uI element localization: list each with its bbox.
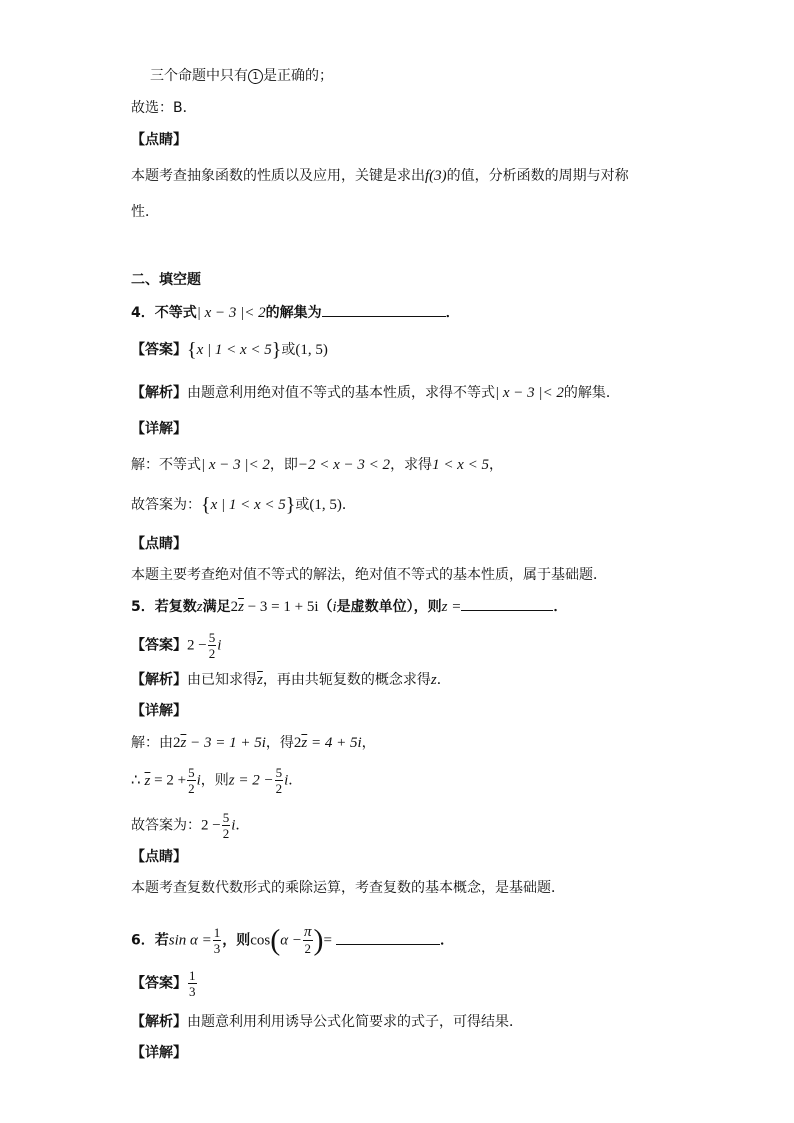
dianjing-text: 本题主要考查绝对值不等式的解法，绝对值不等式的基本性质，属于基础题． [131,567,607,583]
detail-label: 【详解】 [131,1045,187,1061]
text: ，即 [269,457,298,473]
answer-blank [461,596,553,611]
solution-line [131,733,376,753]
answer-line [131,630,221,661]
math-conjugate: $\overline{z}$ [257,672,263,688]
math: | x − 3 |< 2 [196,305,266,321]
answer-blank [322,302,446,317]
numerator: 5 [188,765,195,780]
text: ． [445,305,460,321]
text: ． [235,817,250,834]
heading-dianjing: 【点睛】 [131,132,187,148]
dianjing-label: 【点睛】 [131,536,187,552]
numerator: 5 [222,810,230,825]
math: | x − 3 |< 2 [495,385,564,401]
math: 2 [230,599,239,615]
math: 2 − [187,637,207,654]
math: sin α = [168,932,212,949]
answer-line [131,968,198,999]
text-line [150,66,333,86]
text: ， [488,457,503,473]
denominator: 3 [189,984,196,999]
text-line [131,166,629,186]
math-conjugate: $\overline{z}$ [301,735,308,751]
paren-close: ) [313,923,324,957]
text: ，则 [200,772,229,789]
text: 故答案为： [131,497,201,513]
math: −2 < x − 3 < 2 [297,457,391,473]
analysis-label: 【解析】 [131,385,187,401]
math: i [231,817,236,834]
text: 的解集为 [265,305,322,321]
math-conjugate: $\overline{z}$ [180,735,187,751]
math: 2 − [201,817,221,834]
text: 的值，分析函数的周期与对称 [446,168,629,184]
text: ． [288,772,303,789]
fraction [213,925,222,956]
text: 由已知求得 [187,672,257,688]
text-line: 性． [131,204,159,220]
text: 满足 [202,599,231,615]
text: ，求得 [390,457,433,473]
text: 故答案为： [131,817,201,834]
paren-open: ( [270,923,281,957]
text: 4．不等式 [131,305,197,321]
dianjing-text: 本题考查复数代数形式的乘除运算，考查复数的基本概念，是基础题． [131,880,565,896]
question-4 [131,302,460,323]
final-answer-line [131,495,356,515]
math: α − [280,932,303,949]
text: ，则 [222,932,251,949]
text: 本题考查抽象函数的性质以及应用，关键是求出 [131,168,425,184]
fraction [187,765,196,796]
question-5 [131,596,567,617]
denominator: 3 [213,941,221,956]
numerator: 5 [208,630,216,645]
math: i [332,599,337,615]
answer-label: 【答案】 [131,342,187,358]
numerator: 1 [213,925,221,940]
math: f(3) [425,168,447,184]
math: | x − 3 |< 2 [201,457,270,473]
dianjing-label: 【点睛】 [131,849,187,865]
final-answer-line [131,810,249,841]
math: − 3 = 1 + 5i [243,599,319,615]
denominator: 2 [275,781,283,796]
math: z [196,599,203,615]
text: 解：不等式 [131,457,201,473]
text: ， [361,735,376,751]
fraction [208,630,217,661]
text: ． [440,932,454,949]
fraction [275,765,284,796]
answer-line [131,340,328,360]
analysis-label: 【解析】 [131,672,187,688]
math: i [196,772,201,789]
math: (1, 5) [309,497,342,513]
fraction [188,968,197,999]
math: 2 [293,735,302,751]
math-conjugate: $\overline{z}$ [238,599,244,615]
numerator: 5 [275,765,283,780]
text: ． [341,497,356,513]
math: x | 1 < x < 5 [196,342,272,358]
text: ，再由共轭复数的概念求得 [262,672,431,688]
solution-line [131,455,503,475]
denominator: 2 [222,826,230,841]
math: z = [441,599,462,615]
circled-number: 1 [248,69,263,84]
question-6 [131,925,454,956]
section-title: 二、填空题 [131,272,201,288]
denominator: 2 [188,781,195,796]
text: （ [318,599,333,615]
analysis-line [131,383,620,403]
denominator: 2 [304,941,312,956]
text-line: 故选：B． [131,100,197,116]
answer-label: 【答案】 [131,637,187,654]
text: 或 [295,497,310,513]
text: 由题意利用利用诱导公式化简要求的式子，可得结果． [187,1014,523,1030]
fraction [303,925,313,956]
text: 是虚数单位），则 [336,599,442,615]
math: i [284,772,289,789]
text: 三个命题中只有 [150,68,248,84]
text: 的解集． [563,385,620,401]
math: = [323,932,332,949]
math: z = 2 − [228,772,274,789]
text: 解：由 [131,735,173,751]
brace-close: } [285,494,296,516]
text: 是正确的； [263,68,333,84]
math: x | 1 < x < 5 [210,497,286,513]
numerator: 1 [189,968,196,983]
solution-line [131,765,302,796]
analysis-line [131,1012,523,1032]
brace-open: { [201,494,211,516]
brace-close: } [271,339,282,361]
numerator: π [304,924,312,940]
math: = 2 + [150,772,187,789]
brace-open: { [187,339,197,361]
math: − 3 = 1 + 5i [186,735,266,751]
denominator: 2 [208,646,216,661]
analysis-label: 【解析】 [131,1014,187,1030]
answer-blank [336,930,440,945]
therefore-symbol: ∴ [131,772,141,789]
detail-label: 【详解】 [131,703,187,719]
detail-label: 【详解】 [131,421,187,437]
math: = 4 + 5i [307,735,362,751]
math: (1, 5) [295,342,328,358]
math-conjugate: $\overline{z}$ [144,772,151,789]
math: 2 [173,735,181,751]
analysis-line [131,670,451,690]
math: 1 < x < 5 [432,457,489,473]
text: 6．若 [131,932,169,949]
fraction [222,810,231,841]
text: 或 [281,342,296,358]
math: cos [250,932,271,949]
answer-label: 【答案】 [131,975,187,992]
text: 由题意利用绝对值不等式的基本性质，求得不等式 [187,385,495,401]
text: ． [436,672,451,688]
math: i [217,637,222,654]
text: ． [553,599,568,615]
text: ，得 [265,735,294,751]
math: z [430,672,437,688]
text: 5．若复数 [131,599,197,615]
